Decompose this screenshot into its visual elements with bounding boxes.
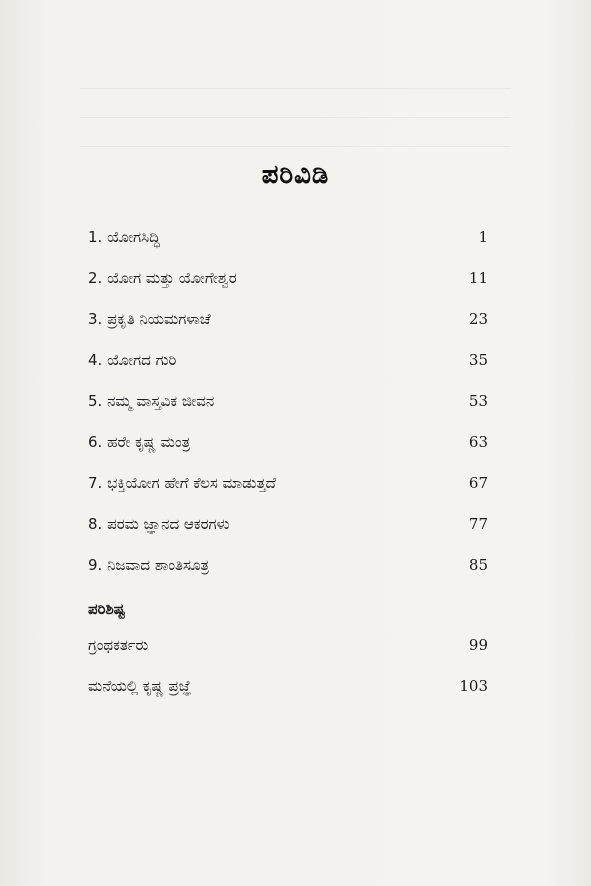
table-of-contents (88, 228, 488, 597)
toc-entry (88, 392, 488, 433)
toc-entry (88, 228, 488, 269)
toc-entry (88, 269, 488, 310)
appendix-entry (88, 636, 488, 677)
toc-entry-title: 5. ನಮ್ಮ ವಾಸ್ತವಿಕ ಜೀವನ (88, 392, 215, 410)
toc-entry-page: 63 (468, 433, 488, 451)
toc-entry-page: 67 (468, 474, 488, 492)
toc-entry-title: 8. ಪರಮ ಜ್ಞಾನದ ಆಕರಗಳು (88, 515, 230, 533)
toc-entry-page: 11 (468, 269, 488, 287)
toc-entry-title: 7. ಭಕ್ತಿಯೋಗ ಹೇಗೆ ಕೆಲಸ ಮಾಡುತ್ತದೆ (88, 474, 276, 492)
appendix-entry-page: 99 (468, 636, 488, 654)
toc-entry-title: 4. ಯೋಗದ ಗುರಿ (88, 351, 177, 369)
toc-entry (88, 433, 488, 474)
toc-entry-page: 1 (478, 228, 488, 246)
page-title: ಪರಿವಿಡಿ (261, 160, 330, 190)
toc-entry-page: 85 (468, 556, 488, 574)
toc-entry (88, 351, 488, 392)
toc-entry-title: 1. ಯೋಗಸಿದ್ಧಿ (88, 228, 160, 246)
toc-entry-page: 53 (468, 392, 488, 410)
toc-entry (88, 310, 488, 351)
toc-entry-page: 35 (468, 351, 488, 369)
toc-entry-title: 9. ನಿಜವಾದ ಶಾಂತಿಸೂತ್ರ (88, 556, 210, 574)
appendix-entry (88, 677, 488, 718)
appendix-entry-page: 103 (459, 677, 488, 695)
toc-entry (88, 474, 488, 515)
toc-entry-page: 23 (468, 310, 488, 328)
appendix-entry-title: ಮನೆಯಲ್ಲಿ ಕೃಷ್ಣ ಪ್ರಜ್ಞೆ (88, 677, 192, 695)
toc-entry-title: 3. ಪ್ರಕೃತಿ ನಿಯಮಗಳಾಚೆ (88, 310, 211, 328)
toc-entry (88, 556, 488, 597)
appendix-heading: ಪರಿಶಿಷ್ಟ (88, 600, 126, 618)
toc-entry-title: 6. ಹರೇ ಕೃಷ್ಣ ಮಂತ್ರ (88, 433, 191, 451)
appendix-list (88, 636, 488, 718)
toc-entry-title: 2. ಯೋಗ ಮತ್ತು ಯೋಗೇಶ್ವರ (88, 269, 237, 287)
appendix-entry-title: ಗ್ರಂಥಕರ್ತರು (88, 636, 149, 654)
toc-entry (88, 515, 488, 556)
toc-entry-page: 77 (468, 515, 488, 533)
